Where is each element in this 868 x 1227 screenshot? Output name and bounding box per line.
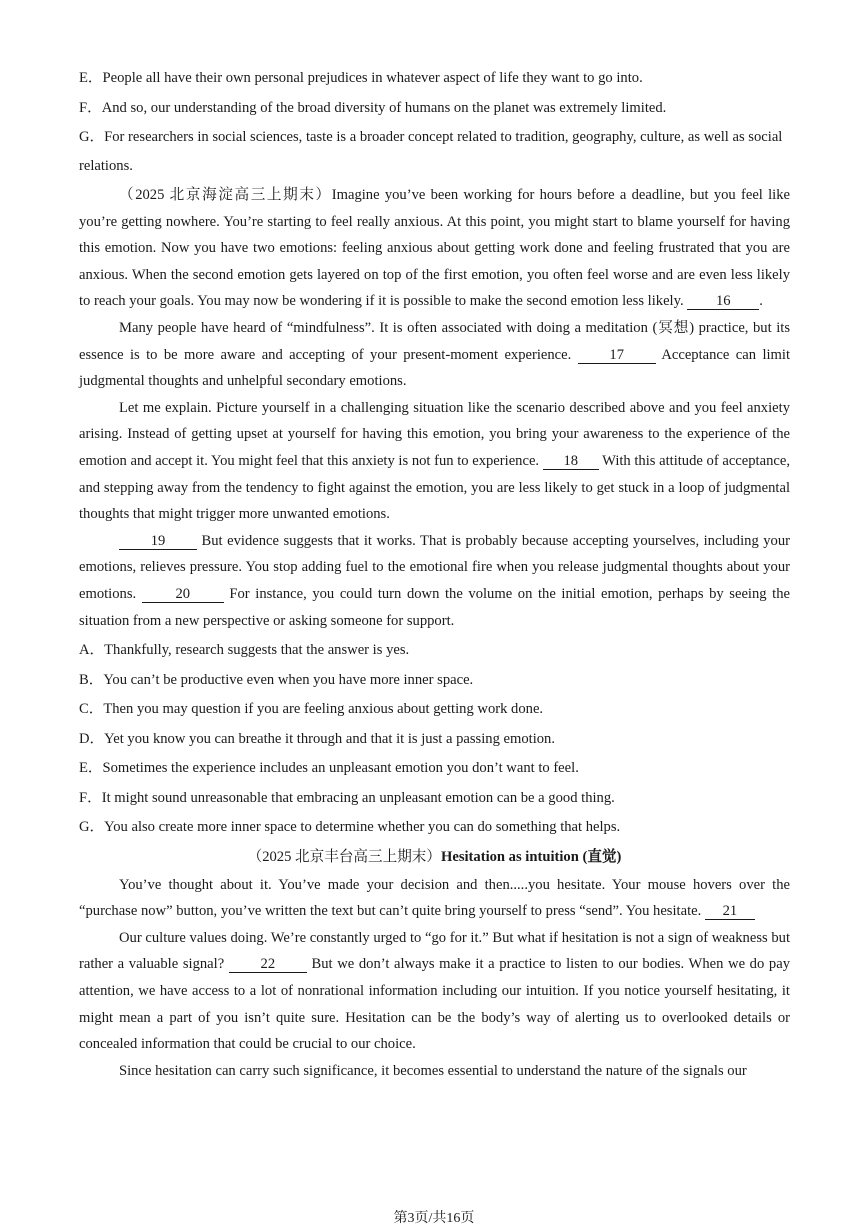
- page-footer: 第3页/共16页: [393, 1211, 475, 1226]
- option-f: F．It might sound unreasonable that embracing an unpleasant emotion can be a good thing.: [79, 789, 615, 806]
- blank-20: 20: [142, 586, 224, 603]
- paragraph: Since hesitation can carry such significance, it becomes essential to understand the nature of the signals our: [119, 1062, 747, 1079]
- blank-16: 16: [687, 293, 759, 310]
- blank-19: 19: [119, 533, 197, 550]
- blank-18: 18: [543, 453, 599, 470]
- blank-22: 22: [229, 956, 307, 973]
- option-g: G．You also create more inner space to determine whether you can do something that helps.: [79, 819, 621, 836]
- paragraph: 19 But evidence suggests that it works. That is probably because accepting yourselves, including your emotions, relieves pressure. You stop adding fuel to the emotional fire when you release judgmental thoughts about your emotions. 20 For instance, you could turn down the volume on the initial emotion, perhaps by seeing the situation from a new perspective or asking someone for support.: [79, 532, 790, 629]
- prev-options: [79, 64, 790, 181]
- options-list: [79, 636, 790, 843]
- passage-title: （2025 北京丰台高三上期末）Hesitation as intuition (直觉): [247, 848, 622, 865]
- paragraph: Let me explain. Picture yourself in a challenging situation like the scenario described above and you feel anxiety arising. Instead of getting upset at yourself for having this emotion, you bring your awareness to the experience of the emotion and accept it. You might feel that this anxiety is not fun to experience. 18 With this attitude of acceptance, and stepping away from the tendency to fight against the emotion, you are less likely to get stuck in a loop of judgmental thoughts that might trigger more unwanted emotions.: [79, 399, 790, 523]
- blank-21: 21: [705, 903, 755, 920]
- option-c: C．Then you may question if you are feeling anxious about getting work done.: [79, 701, 544, 718]
- option-b: B．You can’t be productive even when you have more inner space.: [79, 671, 474, 688]
- paragraph: Our culture values doing. We’re constantly urged to “go for it.” But what if hesitation is not a sign of weakness but rather a valuable signal? 22 But we don’t always make it a practice to listen to our bodies. When we do pay attention, we have access to a lot of nonrational information including our intuition. If you notice yourself hesitating, it might mean a part of you isn’t quite sure. Hesitation can be the body’s way of alerting us to overlooked details or concealed information that could be crucial to our choice.: [79, 929, 790, 1053]
- paragraph: You’ve thought about it. You’ve made your decision and then.....you hesitate. Your mouse hovers over the “purchase now” button, you’ve written the text but can’t quite bring yourself to press “send”. You hesitate. 21: [79, 876, 790, 920]
- document-page: [79, 64, 790, 1084]
- option-e: E．Sometimes the experience includes an unpleasant emotion you don’t want to feel.: [79, 760, 579, 777]
- option-a: A．Thankfully, research suggests that the answer is yes.: [79, 642, 410, 659]
- paragraph: （2025 北京海淀高三上期末）Imagine you’ve been working for hours before a deadline, but you feel like you’re getting nowhere. You’re starting to feel really anxious. At this point, you might start to blame yourself for having this emotion. Now you have two emotions: feeling anxious about getting work done and feeling frustrated that you are anxious. When the second emotion gets layered on top of the first emotion, you often feel worse and are even less likely to reach your goals. You may now be wondering if it is possible to make the second emotion less likely. 16 .: [79, 187, 790, 310]
- option-e-prev: E．People all have their own personal prejudices in whatever aspect of life they want to go into.: [79, 70, 643, 86]
- option-f-prev: F．And so, our understanding of the broad diversity of humans on the planet was extremely limited.: [79, 99, 667, 116]
- option-g-prev: G．For researchers in social sciences, taste is a broader concept related to tradition, geography, culture, as well as social relations.: [79, 129, 783, 174]
- source-label: （2025 北京海淀高三上期末）: [119, 187, 332, 203]
- blank-17: 17: [578, 347, 656, 364]
- source-label: （2025 北京丰台高三上期末）: [247, 848, 441, 865]
- paragraph: Many people have heard of “mindfulness”. It is often associated with doing a meditation (冥想) practice, but its essence is to be more aware and accepting of your present-moment experience. 17 Acceptance can limit judgmental thoughts and unhelpful secondary emotions.: [79, 319, 791, 390]
- passage-hesitation: [79, 843, 790, 1085]
- option-d: D．Yet you know you can breathe it through and that it is just a passing emotion.: [79, 730, 556, 747]
- passage-mindfulness: [79, 182, 790, 843]
